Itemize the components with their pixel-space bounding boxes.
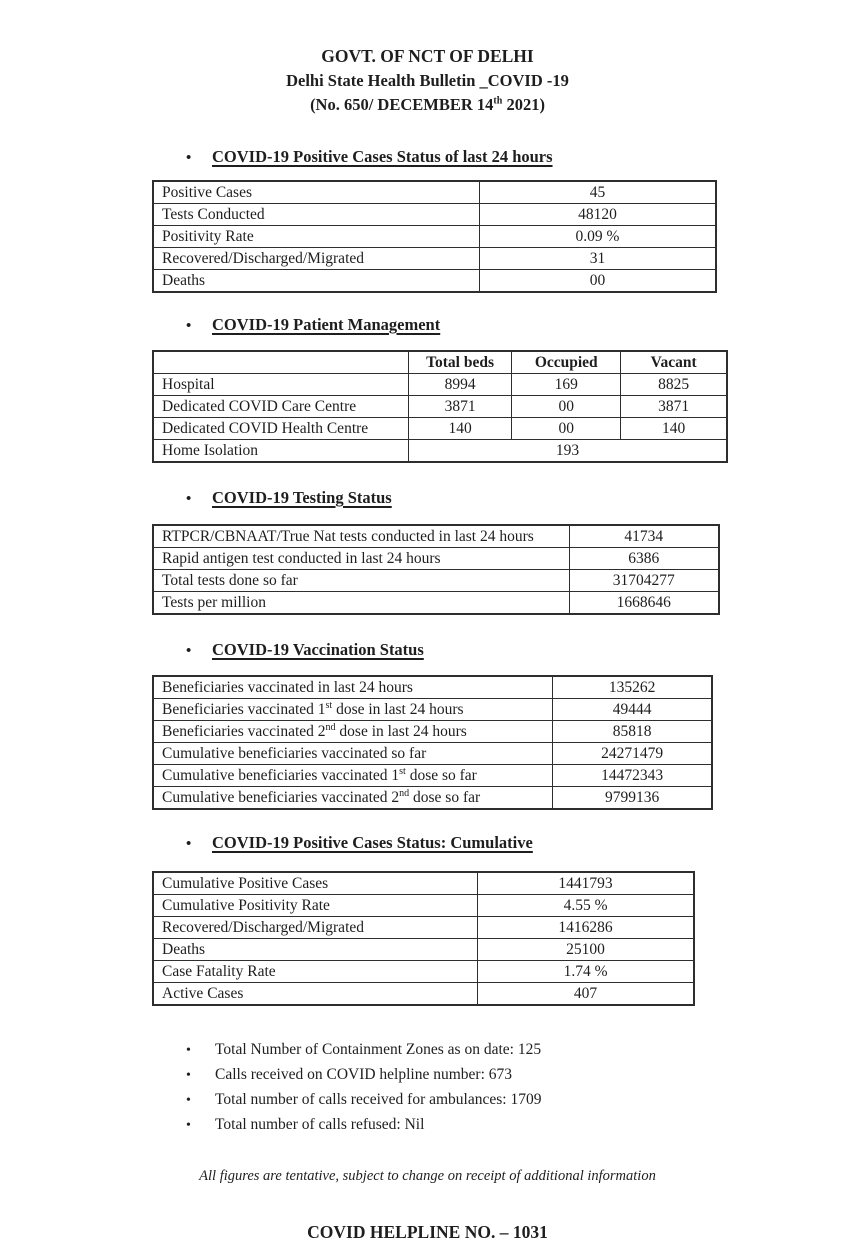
table-row [153, 592, 719, 615]
list-item [186, 1040, 855, 1060]
note-text: Total number of calls received for ambulances: 1709 [215, 1091, 542, 1108]
row-value: 31 [480, 248, 716, 270]
row-value: 407 [478, 983, 694, 1006]
section-heading-vaccination [186, 640, 855, 660]
table-row [153, 895, 694, 917]
column-header: Total beds [408, 351, 511, 374]
list-item [186, 1090, 855, 1110]
table-patient-management [152, 350, 728, 463]
notes-list [0, 1040, 855, 1135]
row-label: Hospital [153, 374, 408, 396]
table-row [153, 961, 694, 983]
bullet-icon: • [186, 1068, 191, 1083]
row-label: Cumulative Positivity Rate [153, 895, 478, 917]
bullet-icon: • [186, 643, 192, 659]
table-row [153, 721, 712, 743]
section-heading-patient-management [186, 315, 855, 335]
note-text: Calls received on COVID helpline number: 673 [215, 1066, 513, 1083]
row-label [153, 765, 553, 787]
section-heading-cumulative [186, 833, 855, 853]
table-row [153, 699, 712, 721]
row-label: Case Fatality Rate [153, 961, 478, 983]
row-label: Recovered/Discharged/Migrated [153, 917, 478, 939]
row-value: 1441793 [478, 872, 694, 895]
row-value: 0.09 % [480, 226, 716, 248]
row-value: 25100 [478, 939, 694, 961]
list-item [186, 1115, 855, 1135]
column-header: Vacant [621, 351, 727, 374]
bullet-icon: • [186, 1043, 191, 1058]
row-value: 31704277 [569, 570, 719, 592]
table-row [153, 765, 712, 787]
table-cumulative-status [152, 871, 695, 1006]
table-row [153, 204, 716, 226]
table-row [153, 939, 694, 961]
section-heading-last24 [186, 147, 855, 167]
bulletin-number-pre: (No. 650/ DECEMBER 14 [310, 95, 494, 114]
bullet-icon: • [186, 836, 192, 852]
row-label: Dedicated COVID Health Centre [153, 418, 408, 440]
table-row [153, 676, 712, 699]
bullet-icon: • [186, 1118, 191, 1133]
table-row [153, 396, 727, 418]
bulletin-number-post: 2021) [502, 95, 545, 114]
bullet-icon: • [186, 318, 192, 334]
table-row [153, 181, 716, 204]
row-value: 9799136 [553, 787, 712, 810]
row-value: 1416286 [478, 917, 694, 939]
dose-ordinal: st [325, 699, 333, 711]
document-title: GOVT. OF NCT OF DELHI [321, 46, 534, 66]
row-label-part: Cumulative beneficiaries vaccinated 2 [162, 789, 400, 806]
list-item [186, 1065, 855, 1085]
row-value: 24271479 [553, 743, 712, 765]
row-value: 4.55 % [478, 895, 694, 917]
vacant-value: 140 [621, 418, 727, 440]
dose-ordinal: st [399, 765, 406, 777]
section-heading-text: COVID-19 Testing Status [212, 488, 392, 507]
dose-ordinal: nd [325, 721, 336, 733]
table-row [153, 917, 694, 939]
table-row [153, 743, 712, 765]
table-row [153, 983, 694, 1006]
table-row [153, 418, 727, 440]
table-vaccination-status [152, 675, 713, 810]
row-value: 1.74 % [478, 961, 694, 983]
vacant-value: 3871 [621, 396, 727, 418]
row-label [153, 787, 553, 810]
row-label: Tests per million [153, 592, 569, 615]
row-value: 00 [480, 270, 716, 293]
occupied-value: 00 [512, 396, 621, 418]
row-value: 41734 [569, 525, 719, 548]
row-label: Deaths [153, 939, 478, 961]
row-value: 14472343 [553, 765, 712, 787]
document-subtitle: Delhi State Health Bulletin _COVID -19 [286, 71, 569, 90]
row-value: 6386 [569, 548, 719, 570]
bullet-icon: • [186, 491, 192, 507]
row-label-part: dose so far [405, 767, 477, 784]
section-heading-text: COVID-19 Patient Management [212, 315, 441, 334]
total-beds-value: 3871 [408, 396, 511, 418]
table-row-home-isolation [153, 440, 727, 463]
row-label: Active Cases [153, 983, 478, 1006]
row-label: Home Isolation [153, 440, 408, 463]
table-header-row [153, 351, 727, 374]
row-label-part: dose so far [409, 789, 481, 806]
row-label: Tests Conducted [153, 204, 480, 226]
occupied-value: 169 [512, 374, 621, 396]
row-value: 135262 [553, 676, 712, 699]
total-beds-value: 8994 [408, 374, 511, 396]
row-label [153, 743, 553, 765]
row-label-part: Cumulative beneficiaries vaccinated so far [162, 745, 427, 762]
row-label: Positivity Rate [153, 226, 480, 248]
corner-cell [153, 351, 408, 374]
row-label [153, 721, 553, 743]
row-label-part: dose in last 24 hours [335, 723, 467, 740]
row-label-part: dose in last 24 hours [332, 701, 464, 718]
total-beds-value: 140 [408, 418, 511, 440]
column-header: Occupied [512, 351, 621, 374]
note-text: Total Number of Containment Zones as on date: 125 [215, 1041, 542, 1058]
document-header [0, 44, 855, 117]
row-label: Total tests done so far [153, 570, 569, 592]
table-row [153, 525, 719, 548]
row-value: 49444 [553, 699, 712, 721]
table-row [153, 226, 716, 248]
row-label-part: Beneficiaries vaccinated in last 24 hours [162, 679, 413, 696]
row-value: 45 [480, 181, 716, 204]
bulletin-number-ordinal: th [493, 95, 503, 107]
disclaimer-note: All figures are tentative, subject to change on receipt of additional information [199, 1168, 656, 1184]
row-label: Dedicated COVID Care Centre [153, 396, 408, 418]
bullet-icon: • [186, 150, 192, 166]
row-value: 85818 [553, 721, 712, 743]
vacant-value: 8825 [621, 374, 727, 396]
row-label: Recovered/Discharged/Migrated [153, 248, 480, 270]
section-heading-text: COVID-19 Positive Cases Status of last 24 hours [212, 147, 553, 166]
table-row [153, 570, 719, 592]
table-row [153, 374, 727, 396]
table-positive-cases-last24 [152, 180, 717, 293]
note-text: Total number of calls refused: Nil [215, 1116, 425, 1133]
section-heading-text: COVID-19 Positive Cases Status: Cumulative [212, 833, 533, 852]
dose-ordinal: nd [399, 787, 410, 799]
row-label: RTPCR/CBNAAT/True Nat tests conducted in last 24 hours [153, 525, 569, 548]
row-label-part: Cumulative beneficiaries vaccinated 1 [162, 767, 400, 784]
row-label: Cumulative Positive Cases [153, 872, 478, 895]
table-row [153, 872, 694, 895]
row-label [153, 676, 553, 699]
bulletin-number [0, 93, 855, 117]
row-label-part: Beneficiaries vaccinated 2 [162, 723, 326, 740]
bullet-icon: • [186, 1093, 191, 1108]
row-value: 48120 [480, 204, 716, 226]
table-row [153, 248, 716, 270]
row-label [153, 699, 553, 721]
helpline-number: COVID HELPLINE NO. – 1031 [307, 1222, 548, 1242]
section-heading-testing [186, 488, 855, 508]
row-label-part: Beneficiaries vaccinated 1 [162, 701, 326, 718]
table-row [153, 787, 712, 810]
table-row [153, 548, 719, 570]
row-value: 1668646 [569, 592, 719, 615]
table-testing-status [152, 524, 720, 615]
row-label: Rapid antigen test conducted in last 24 hours [153, 548, 569, 570]
table-row [153, 270, 716, 293]
row-label: Deaths [153, 270, 480, 293]
home-isolation-value: 193 [408, 440, 727, 463]
section-heading-text: COVID-19 Vaccination Status [212, 640, 424, 659]
occupied-value: 00 [512, 418, 621, 440]
row-label: Positive Cases [153, 181, 480, 204]
